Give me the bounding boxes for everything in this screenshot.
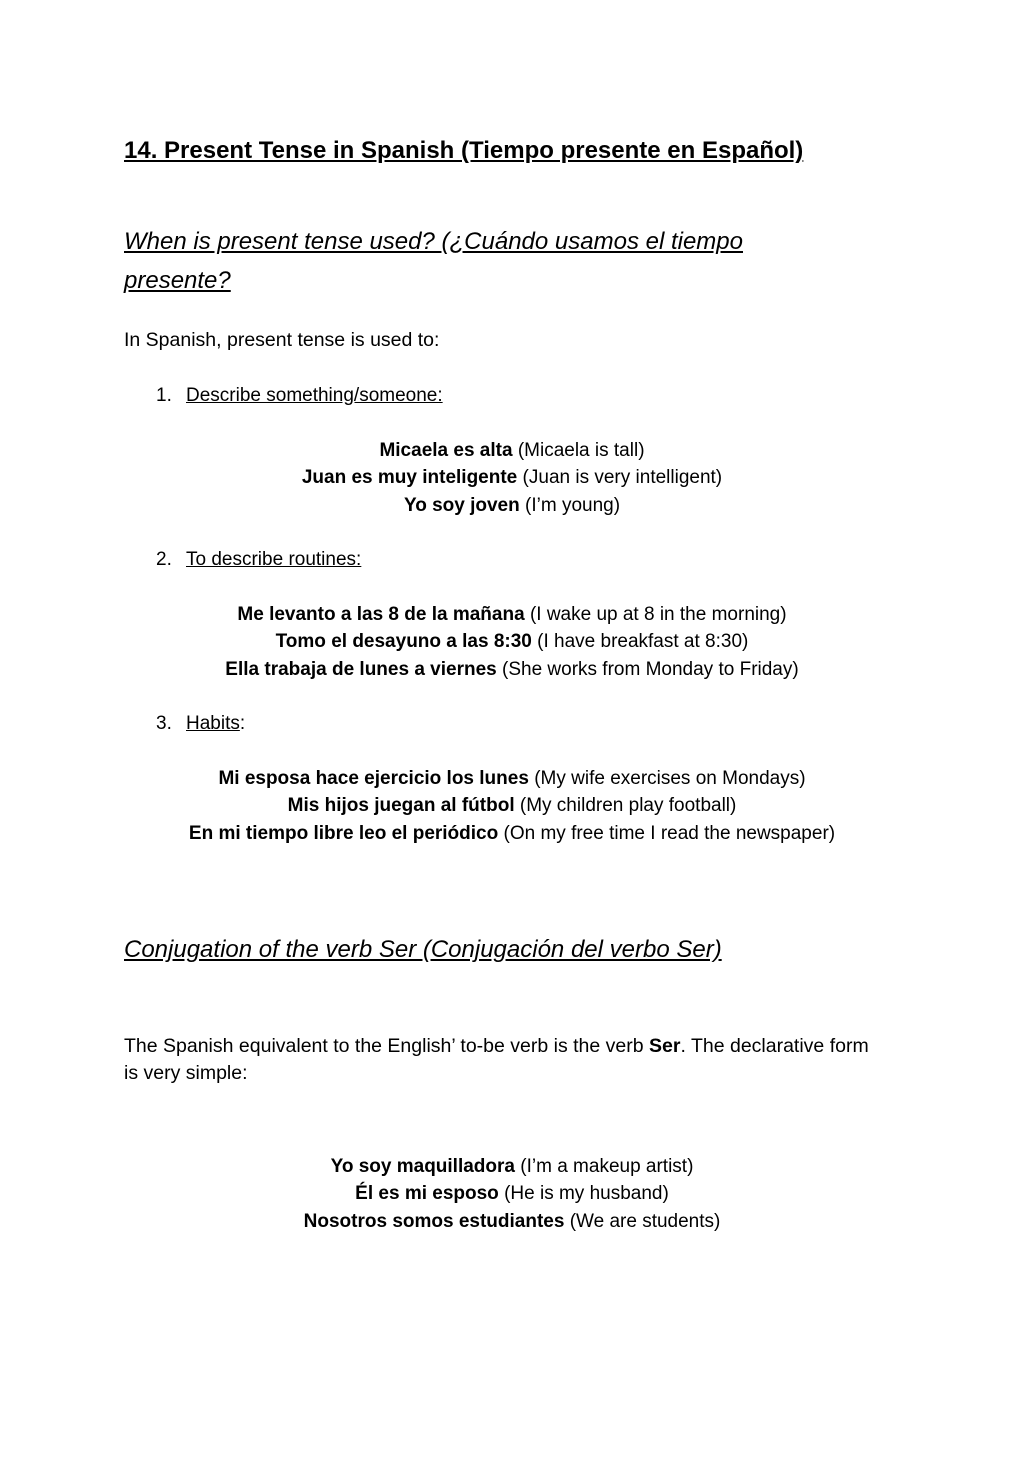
list-label: To describe routines: [186,549,362,570]
example-english: (We are students) [569,1210,721,1232]
example-spanish: Juan es muy inteligente [301,467,518,489]
list-label: Describe something/someone: [186,385,443,406]
list-item-routines [156,549,361,571]
example-english: (I have breakfast at 8:30) [537,631,749,653]
example-line [124,765,900,792]
example-english: (I’m a makeup artist) [520,1156,694,1177]
example-english: (She works from Monday to Friday) [502,658,799,680]
example-english: (I wake up at 8 in the morning) [529,604,787,625]
example-line [124,437,900,464]
example-spanish: Él es mi esposo [355,1183,499,1205]
ser-intro [124,1033,884,1087]
example-english: (Micaela is tall) [517,440,645,461]
example-spanish: Nosotros somos estudiantes [303,1210,565,1232]
example-english: (On my free time I read the newspaper) [503,822,836,844]
examples-routines [124,601,900,683]
list-number: 2. [156,549,172,570]
example-spanish: Micaela es alta [379,440,513,461]
example-spanish: Yo soy maquilladora [330,1156,515,1177]
example-english: (Juan is very intelligent) [522,467,723,489]
examples-habits [124,765,900,847]
example-spanish: Ella trabaja de lunes a viernes [225,658,497,680]
list-item-habits [156,713,245,735]
list-label: Habits [186,713,240,734]
example-spanish: Me levanto a las 8 de la mañana [237,604,525,625]
example-spanish: Tomo el desayuno a las 8:30 [275,631,532,653]
example-line [124,464,900,491]
example-english: (I’m young) [525,494,621,516]
ser-intro-after: . The declarative form is very simple: [124,1035,869,1084]
examples-describe [124,437,900,519]
example-spanish: Mi esposa hace ejercicio los lunes [218,768,529,789]
example-line [124,628,900,655]
example-english: (My children play football) [519,795,737,817]
example-spanish: Mis hijos juegan al fútbol [287,795,515,817]
example-spanish: En mi tiempo libre leo el periódico [188,822,499,844]
ser-intro-before: The Spanish equivalent to the English’ to-be verb is the verb [124,1035,650,1057]
example-line [124,656,900,683]
list-number: 1. [156,385,172,406]
example-line [124,1153,900,1180]
list-item-describe [156,385,443,407]
example-line [124,792,900,819]
document-title: 14. Present Tense in Spanish (Tiempo presente en Español) [124,137,804,164]
usage-intro: In Spanish, present tense is used to: [124,329,440,351]
section-heading-usage: When is present tense used? (¿Cuándo usamos el tiempo presente? [124,228,743,294]
examples-ser [124,1153,900,1235]
example-line [124,820,900,847]
example-spanish: Yo soy joven [403,494,520,516]
example-line [124,601,900,628]
ser-intro-bold: Ser [649,1035,681,1057]
list-number: 3. [156,713,172,734]
example-english: (He is my husband) [504,1183,669,1205]
example-english: (My wife exercises on Mondays) [534,768,806,789]
section-heading-ser: Conjugation of the verb Ser (Conjugación del verbo Ser) [124,936,722,963]
example-line [124,1208,900,1235]
example-line [124,1180,900,1207]
example-line [124,492,900,519]
list-label-suffix: : [239,713,246,734]
